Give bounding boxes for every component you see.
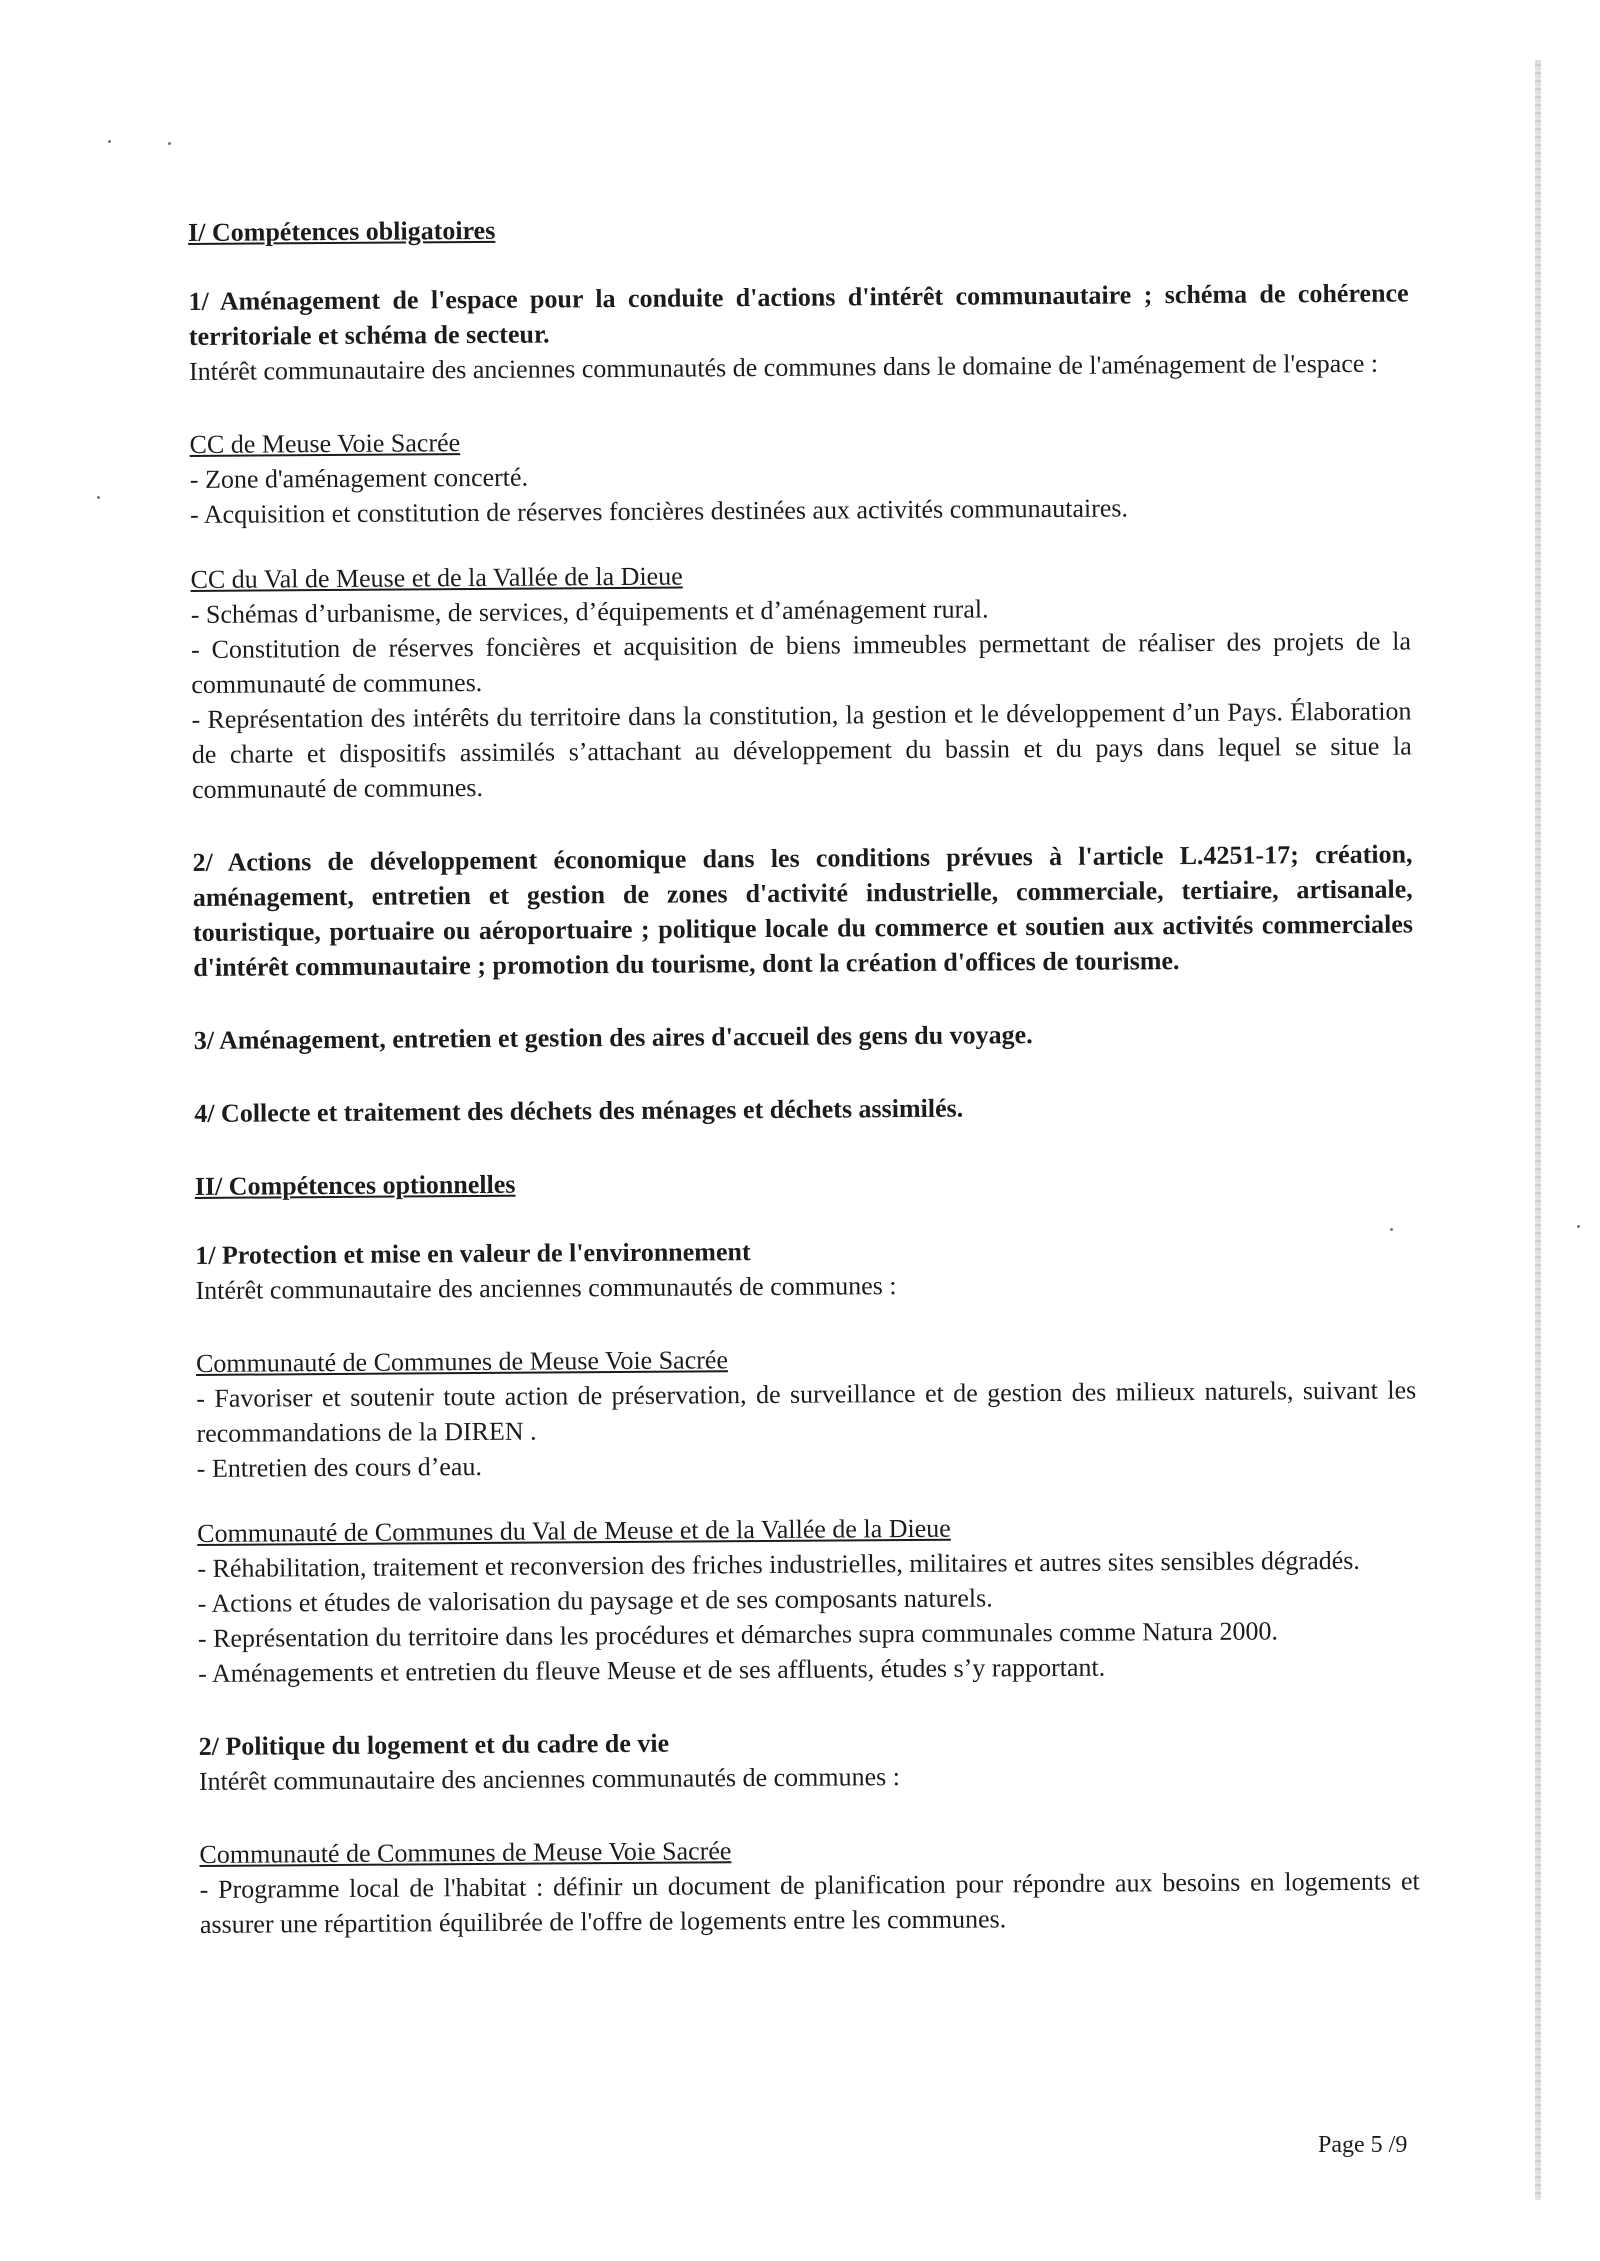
item-heading: 4/ Collecte et traitement des déchets des ménages et déchets assimilés. (194, 1093, 964, 1128)
group-title: Communauté de Communes de Meuse Voie Sacrée (199, 1836, 732, 1869)
list-item: - Programme local de l'habitat : définir un document de planification pour répondre aux besoins en logements et assurer une répartition équilibrée de l'offre de logements entre les communes. (199, 1866, 1420, 1939)
list-item: - Représentation du territoire dans les procédures et démarches supra communales comme Natura 2000. (197, 1616, 1279, 1653)
page-number: Page 5 /9 (1318, 2132, 1408, 2158)
group-title: Communauté de Communes de Meuse Voie Sacrée (195, 1345, 729, 1378)
document-body (188, 206, 1420, 1941)
section-title: II/ Compétences optionnelles (194, 1169, 516, 1201)
list-item: - Représentation des intérêts du territoire dans la constitution, la gestion et le développement d’un Pays. Élaboration de charte et dispositifs assimilés s’attachant au développement du bassin et du pays dans lequel se situe la communauté de communes. (191, 696, 1412, 804)
section-title: I/ Compétences obligatoires (188, 215, 496, 247)
group-title: CC de Meuse Voie Sacrée (189, 428, 461, 459)
list-item: - Schémas d’urbanisme, de services, d’équipements et d’aménagement rural. (190, 594, 989, 629)
item-intro: Intérêt communautaire des anciennes communautés de communes dans le domaine de l'aménagement de l'espace : (188, 348, 1379, 386)
list-item: - Zone d'aménagement concerté. (189, 462, 529, 494)
item-heading: 2/ Politique du logement et du cadre de vie (198, 1728, 670, 1761)
list-item: - Actions et études de valorisation du paysage et de ses composants naturels. (197, 1583, 993, 1618)
list-item: - Constitution de réserves foncières et acquisition de biens immeubles permettant de réaliser des projets de la communauté de communes. (190, 626, 1412, 699)
scan-edge (1535, 60, 1541, 2200)
list-item: - Acquisition et constitution de réserves foncières destinées aux activités communautaires. (189, 493, 1129, 529)
list-item: - Réhabilitation, traitement et reconversion des friches industrielles, militaires et autres sites sensibles dégradés. (197, 1545, 1360, 1583)
item-intro: Intérêt communautaire des anciennes communautés de communes : (198, 1762, 901, 1796)
list-item: - Favoriser et soutenir toute action de préservation, de surveillance et de gestion des milieux naturels, suivant les recommandations de la DIREN . (196, 1375, 1417, 1448)
list-item: - Aménagements et entretien du fleuve Meuse et de ses affluents, études s’y rapportant. (198, 1652, 1106, 1688)
item-heading: 1/ Protection et mise en valeur de l'environnement (195, 1237, 751, 1270)
item-heading: 1/ Aménagement de l'espace pour la conduite d'actions d'intérêt communautaire ; schéma de cohérence territoriale et schéma de secteur. (188, 278, 1409, 351)
group-title: Communauté de Communes du Val de Meuse et de la Vallée de la Dieue (197, 1513, 951, 1548)
item-heading: 2/ Actions de développement économique dans les conditions prévues à l'article L.4251-17; création, aménagement, entretien et gestion de zones d'activité industrielle, commerciale, tertiaire, artisanale, touristique, portuaire ou aéroportuaire ; politique locale du commerce et soutien aux activités commerciales d'intérêt communautaire ; promotion du tourisme, dont la création d'offices de tourisme. (192, 839, 1414, 982)
item-heading: 3/ Aménagement, entretien et gestion des aires d'accueil des gens du voyage. (193, 1020, 1033, 1055)
list-item: - Entretien des cours d’eau. (196, 1451, 483, 1483)
scan-speck (1577, 1225, 1580, 1228)
scan-speck (168, 142, 171, 145)
item-intro: Intérêt communautaire des anciennes communautés de communes : (195, 1271, 897, 1305)
scan-speck (108, 140, 111, 143)
scan-speck (97, 496, 100, 499)
group-title: CC du Val de Meuse et de la Vallée de la Dieue (190, 561, 683, 594)
